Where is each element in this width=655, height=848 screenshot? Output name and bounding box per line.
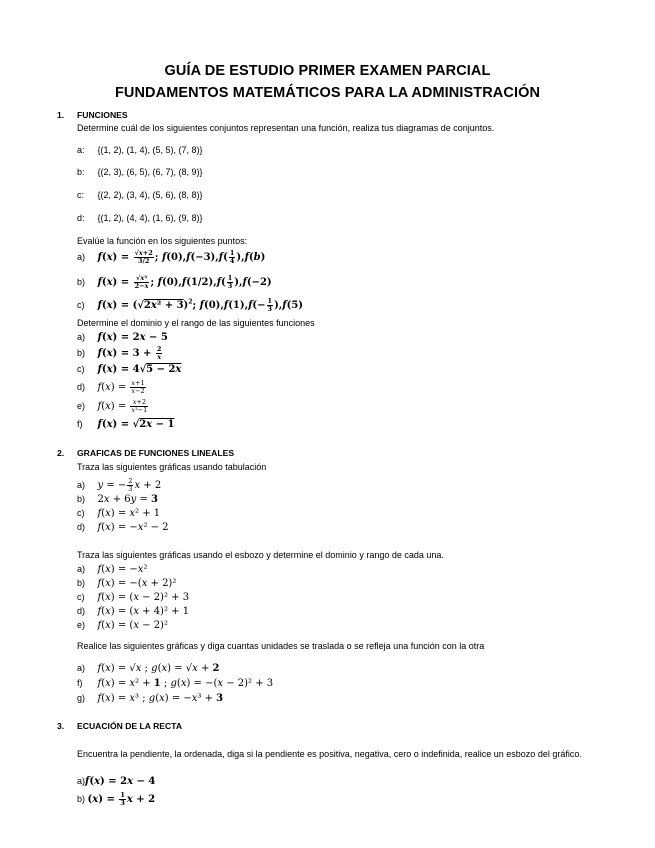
formula: f(x) = $\frac{√x+2}{3/2}$ ; f(0),f(−3),f( $\frac{1}{4}$ ),f(b) xyxy=(97,249,266,265)
formula: f(x) = (x − 2)² + 3 xyxy=(97,592,190,603)
formula: f(x) = x³ ; g(x) = −x³ + 3 xyxy=(97,693,224,704)
domain-item-e xyxy=(77,399,149,414)
item-label: e) xyxy=(77,401,86,411)
section-number: 1. xyxy=(57,110,65,120)
item-label: c) xyxy=(77,592,85,602)
formula: f(x) = √x ; g(x) = √x + 2 xyxy=(97,663,220,674)
section-number: 3. xyxy=(57,721,65,731)
domain-item-a xyxy=(77,332,168,343)
set-value: {(2, 2), (3, 4), (5, 6), (8, 8)} xyxy=(97,190,203,200)
item-label: a) xyxy=(77,776,86,786)
section-title: GRAFICAS DE FUNCIONES LINEALES xyxy=(77,448,235,458)
formula: $f(x) = (√2x^2 + 3)^2$; f(0),f(1),f(− $\frac{1}{3}$ ),f(5) xyxy=(97,297,304,313)
set-item xyxy=(77,190,203,200)
formula: f(x) = (x − 2)² xyxy=(97,620,168,631)
sketch-item xyxy=(77,578,176,589)
section-3-paragraph: Encuentra la pendiente, la ordenada, diga si la pendiente es positiva, negativa, cero o indefinida, realice un esbozo del gráfico. xyxy=(77,749,582,759)
item-label: b) xyxy=(77,348,86,358)
evaluate-item-c xyxy=(77,298,303,313)
formula: f(x) = 2x − 4 xyxy=(85,776,156,787)
tab-item xyxy=(77,508,160,519)
item-label: a) xyxy=(77,663,86,673)
domain-instruction: Determine el dominio y el rango de las siguientes funciones xyxy=(77,318,315,328)
item-label: a) xyxy=(77,480,86,490)
formula: f(x) = 2x − 5 xyxy=(97,332,168,343)
item-label: c) xyxy=(77,300,85,310)
section-3-heading xyxy=(57,721,182,731)
sketch-instruction: Traza las siguientes gráficas usando el esbozo y determine el dominio y rango de cada una. xyxy=(77,550,444,560)
item-label: a) xyxy=(77,564,86,574)
item-label: d: xyxy=(77,213,85,223)
item-label: g) xyxy=(77,693,86,703)
formula: f(x) = 4√5 − 2x xyxy=(97,364,182,375)
formula: f(x) = $\frac{x+1}{x-2}$ xyxy=(97,379,145,395)
set-value: {(1, 2), (4, 4), (1, 6), (9, 8)} xyxy=(97,213,203,223)
formula: f(x) = $\frac{x+2}{\text{x²−1}}$ xyxy=(97,398,148,414)
formula: 2x + 6y = 3 xyxy=(97,494,159,505)
set-item xyxy=(77,145,203,155)
tab-item xyxy=(77,478,161,493)
sketch-item xyxy=(77,564,147,575)
title-line-1: GUÍA DE ESTUDIO PRIMER EXAMEN PARCIAL xyxy=(164,63,491,79)
item-label: a: xyxy=(77,145,85,155)
item-label: d) xyxy=(77,382,86,392)
formula: f(x) = −x² − 2 xyxy=(97,522,169,533)
formula: (x) = $\frac{1}{3}$ x + 2 xyxy=(87,791,156,807)
item-label: c) xyxy=(77,364,85,374)
sketch-item xyxy=(77,620,168,631)
item-label: c) xyxy=(77,508,85,518)
item-label: b: xyxy=(77,167,85,177)
domain-item-f xyxy=(77,419,174,430)
domain-item-b xyxy=(77,346,163,361)
shift-item-f xyxy=(77,678,273,689)
formula: f(x) = $\frac{\text{√x³}}{2-x}$ ; f(0),f(1/2),f( $\frac{1}{3}$ ),f(−2) xyxy=(97,274,272,290)
evaluate-item-b xyxy=(77,275,272,290)
set-value: {(1, 2), (1, 4), (5, 5), (7, 8)} xyxy=(97,145,203,155)
tab-item xyxy=(77,522,169,533)
item-label: b) xyxy=(77,794,86,804)
section-1-heading xyxy=(57,110,128,120)
sketch-item xyxy=(77,606,189,617)
formula: f(x) = √2x − 1 xyxy=(97,419,175,430)
item-label: b) xyxy=(77,578,86,588)
item-label: a) xyxy=(77,332,86,342)
shift-item-g xyxy=(77,693,223,704)
formula: f(x) = −x² xyxy=(97,564,148,575)
formula: f(x) = (x + 4)² + 1 xyxy=(97,606,190,617)
item-label: d) xyxy=(77,606,86,616)
set-value: {(2, 3), (6, 5), (6, 7), (8, 9)} xyxy=(97,167,203,177)
shift-item-a xyxy=(77,663,219,674)
title-line-2: FUNDAMENTOS MATEMÁTICOS PARA LA ADMINISTRACIÓN xyxy=(114,85,541,101)
item-label: e) xyxy=(77,620,86,630)
formula: f(x) = x² + 1 ; g(x) = −(x − 2)² + 3 xyxy=(97,678,274,689)
sketch-item xyxy=(77,592,189,603)
tabulation-instruction: Traza las siguientes gráficas usando tabulación xyxy=(77,462,267,472)
item-label: b) xyxy=(77,277,86,287)
formula: y = − $\frac{2}{3}$ x + 2 xyxy=(97,477,162,493)
formula: f(x) = x² + 1 xyxy=(97,508,161,519)
item-label: a) xyxy=(77,252,86,262)
section-title: ECUACIÓN DE LA RECTA xyxy=(77,721,183,731)
evaluate-instruction: Evalúe la función en los siguientes puntos: xyxy=(77,236,248,246)
formula: f(x) = −(x + 2)² xyxy=(97,578,177,589)
line-item-a xyxy=(77,776,155,787)
evaluate-item-a xyxy=(77,250,265,265)
formula: f(x) = 3 + $\frac{2}{x}$ xyxy=(97,345,162,361)
section-number: 2. xyxy=(57,448,65,458)
set-item xyxy=(77,213,203,223)
shift-instruction: Realice las siguientes gráficas y diga cuantas unidades se traslada o se refleja una función con la otra xyxy=(77,641,485,651)
section-title: FUNCIONES xyxy=(77,110,128,120)
section-1-instruction: Determine cuál de los siguientes conjuntos representan una función, realiza tus diagramas de conjuntos. xyxy=(77,123,495,133)
item-label: d) xyxy=(77,522,86,532)
domain-item-c xyxy=(77,364,181,375)
domain-item-d xyxy=(77,380,147,395)
set-item xyxy=(77,167,203,177)
item-label: f) xyxy=(77,419,83,429)
item-label: c: xyxy=(77,190,85,200)
item-label: b) xyxy=(77,494,86,504)
section-2-heading xyxy=(57,448,234,458)
item-label: f) xyxy=(77,678,83,688)
line-item-b xyxy=(77,792,155,807)
tab-item xyxy=(77,494,158,505)
